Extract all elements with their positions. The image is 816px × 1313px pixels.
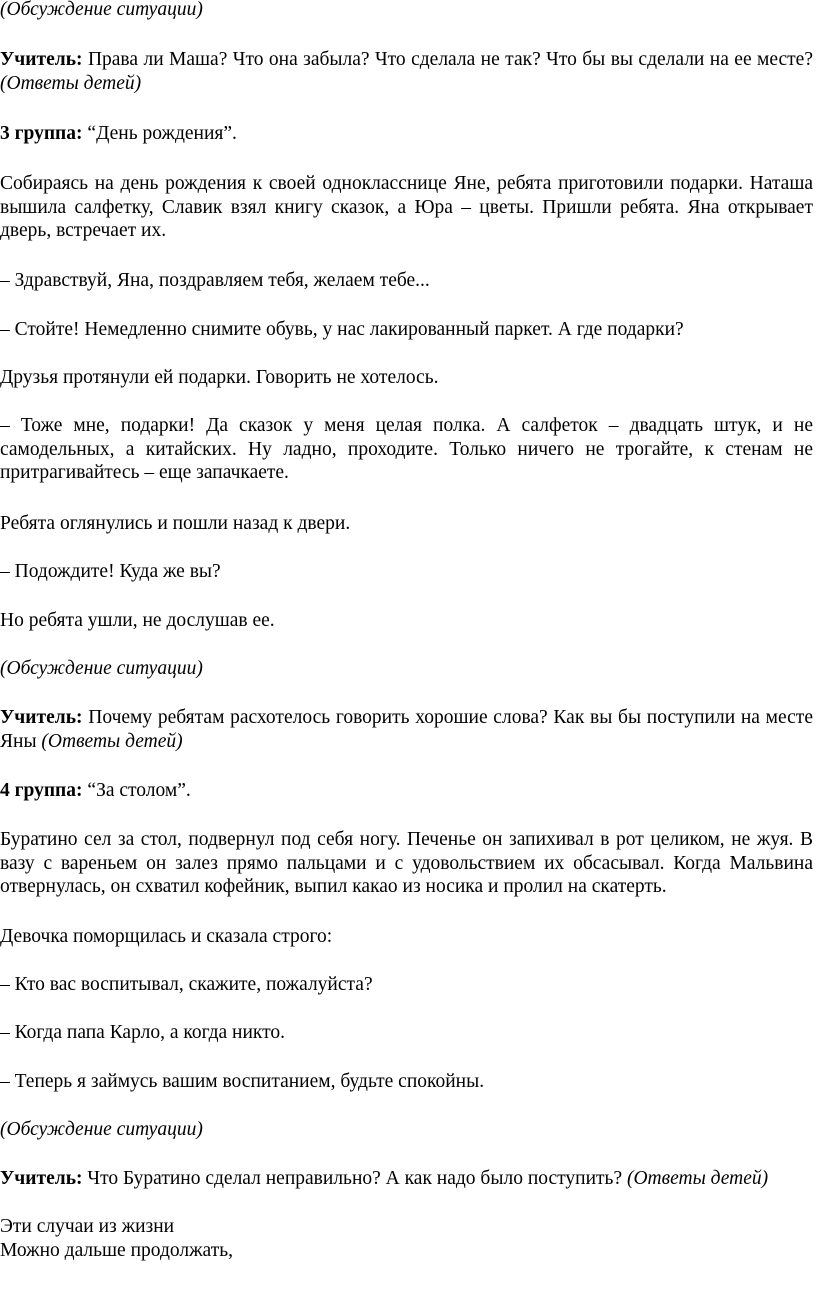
story-line: Девочка поморщилась и сказала строго: [0,926,333,947]
dialogue-line: – Здравствуй, Яна, поздравляем тебя, желаем тебе... [0,270,430,291]
teacher-question-2 [0,706,813,753]
poem-line-2: Можно дальше продолжать, [0,1239,234,1261]
poem-stanza [0,1215,813,1262]
teacher-label: Учитель: [0,707,83,728]
dialogue-paragraph: – Тоже мне, подарки! Да сказок у меня целая полка. А салфеток – двадцать штук, и не самодельных, а китайских. Ну ладно, проходите. Только ничего не трогайте, к стенам не притрагивайтесь – еще запачкаете. [0,415,813,483]
teacher-question-text: Что Буратино сделал неправильно? А как надо было поступить? [82,1168,627,1189]
group-title: “День рождения”. [82,123,237,144]
teacher-label: Учитель: [0,1168,83,1189]
teacher-label: Учитель: [0,49,83,70]
answers-note: (Ответы детей) [0,72,142,94]
birthday-story-paragraph: Собираясь на день рождения к своей однокласснице Яне, ребята приготовили подарки. Наташа вышила салфетку, Славик взял книгу сказок, а Юра – цветы. Пришли ребята. Яна открывает дверь, встречает их. [0,173,813,241]
story-line: Ребята оглянулись и пошли назад к двери. [0,513,351,534]
answers-note: (Ответы детей) [41,730,183,752]
table-story-paragraph: Буратино сел за стол, подвернул под себя ногу. Печенье он запихивал в рот целиком, не жуя. В вазу с вареньем он залез прямо пальцами и с удовольствием их обсасывал. Когда Мальвина отвернулась, он схватил кофейник, выпил какао из носика и пролил на скатерть. [0,829,813,897]
discussion-note-1: (Обсуждение ситуации) [0,0,203,20]
dialogue-line: – Теперь я займусь вашим воспитанием, будьте спокойны. [0,1071,485,1092]
dialogue-line: – Подождите! Куда же вы? [0,561,221,582]
dialogue-line: – Стойте! Немедленно снимите обувь, у нас лакированный паркет. А где подарки? [0,319,684,340]
teacher-question-1 [0,48,813,95]
group-3-heading [0,122,813,146]
group-4-heading [0,779,813,803]
story-line: Но ребята ушли, не дослушав ее. [0,610,275,631]
dialogue-line: – Когда папа Карло, а когда никто. [0,1022,286,1043]
teacher-question-text: Права ли Маша? Что она забыла? Что сделала не так? Что бы вы сделали на ее месте? [82,49,813,70]
group-label: 4 группа: [0,780,83,801]
story-line: Друзья протянули ей подарки. Говорить не хотелось. [0,367,439,388]
dialogue-line: – Кто вас воспитывал, скажите, пожалуйста? [0,974,373,995]
discussion-note-2: (Обсуждение ситуации) [0,658,203,679]
answers-note: (Ответы детей) [626,1168,769,1189]
poem-line-1: Эти случаи из жизни [0,1216,175,1237]
group-label: 3 группа: [0,123,83,144]
teacher-question-3 [0,1167,813,1191]
teacher-question-text: Почему ребятам расхотелось говорить хорошие слова? Как вы бы поступили на месте Яны [0,707,813,752]
discussion-note-3: (Обсуждение ситуации) [0,1119,203,1140]
group-title: “За столом”. [82,780,191,801]
